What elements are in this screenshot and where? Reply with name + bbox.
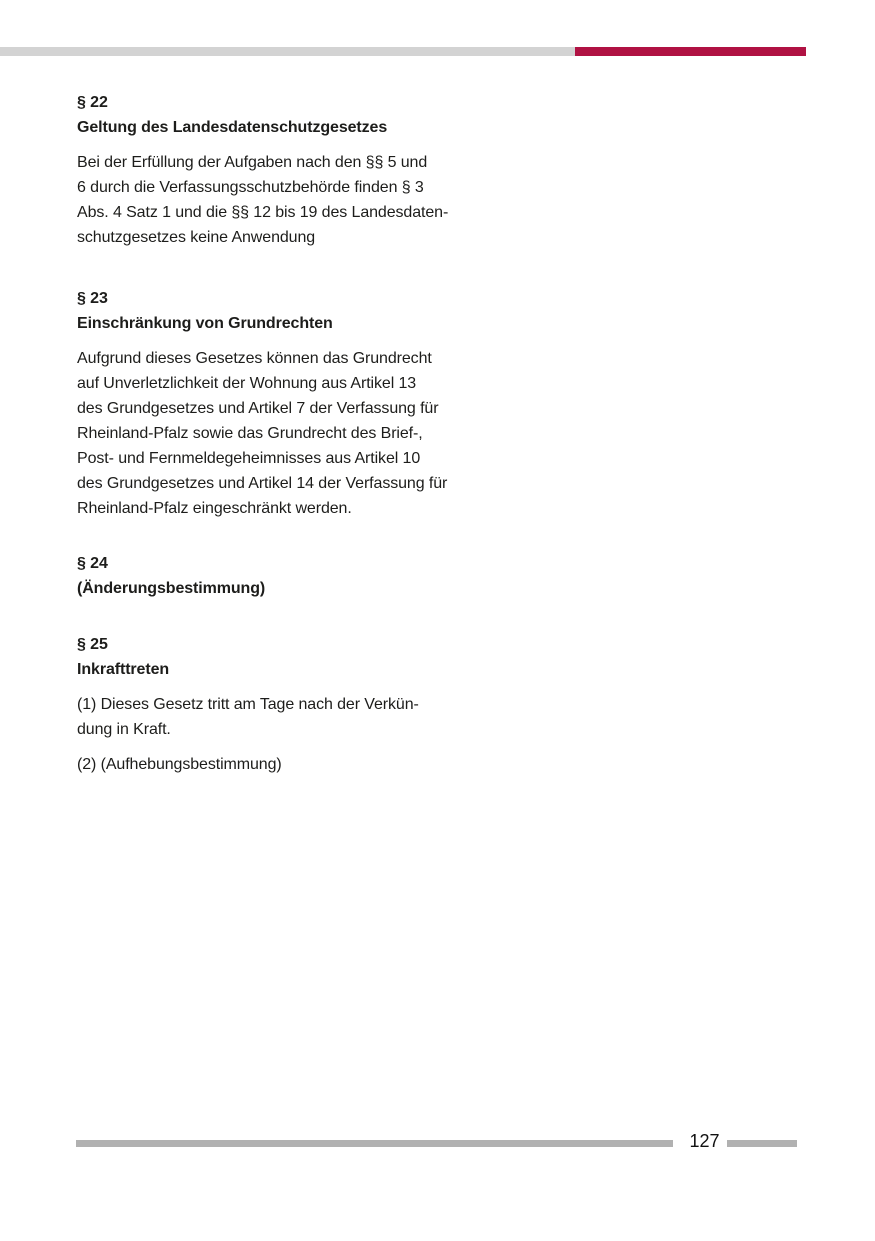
paragraph: [77, 346, 507, 521]
text-line: auf Unverletzlichkeit der Wohnung aus Artikel 13: [77, 375, 417, 392]
text-line: dung in Kraft.: [77, 721, 171, 738]
header-rule-accent-segment: [575, 47, 806, 56]
section-label: § 25: [77, 636, 108, 653]
text-line: des Grundgesetzes und Artikel 14 der Verfassung für: [77, 475, 448, 492]
section-25: [77, 632, 507, 777]
section-title: Geltung des Landesdatenschutzgesetzes: [77, 119, 388, 136]
header-rule-gray-segment: [0, 47, 575, 56]
section-label: § 23: [77, 290, 108, 307]
text-line: (2) (Aufhebungsbestimmung): [77, 756, 282, 773]
section-label: § 24: [77, 555, 108, 572]
text-line: Rheinland-Pfalz eingeschränkt werden.: [77, 500, 352, 517]
footer-rule-left: [76, 1140, 673, 1147]
section-title: Inkrafttreten: [77, 661, 170, 678]
section-label: § 22: [77, 94, 108, 111]
text-line: schutzgesetzes keine Anwendung: [77, 229, 316, 246]
main-text-column: [77, 90, 507, 777]
section-22: [77, 90, 507, 250]
paragraph: [77, 752, 507, 777]
text-line: Bei der Erfüllung der Aufgaben nach den §§ 5 und: [77, 154, 428, 171]
text-line: 6 durch die Verfassungsschutzbehörde finden § 3: [77, 179, 424, 196]
text-line: Abs. 4 Satz 1 und die §§ 12 bis 19 des Landesdaten-: [77, 204, 449, 221]
footer-rule-right: [727, 1140, 797, 1147]
paragraph: [77, 150, 507, 250]
section-title: (Änderungsbestimmung): [77, 580, 266, 597]
text-line: Aufgrund dieses Gesetzes können das Grundrecht: [77, 350, 432, 367]
paragraph: [77, 692, 507, 742]
section-24: [77, 551, 507, 601]
section-23: [77, 286, 507, 521]
page-number: 127: [689, 1131, 720, 1151]
header-rule: [0, 47, 875, 56]
text-line: Rheinland-Pfalz sowie das Grundrecht des Brief-,: [77, 425, 423, 442]
section-title: Einschränkung von Grundrechten: [77, 315, 333, 332]
text-line: des Grundgesetzes und Artikel 7 der Verfassung für: [77, 400, 439, 417]
text-line: Post- und Fernmeldegeheimnisses aus Artikel 10: [77, 450, 421, 467]
text-line: (1) Dieses Gesetz tritt am Tage nach der Verkün-: [77, 696, 419, 713]
